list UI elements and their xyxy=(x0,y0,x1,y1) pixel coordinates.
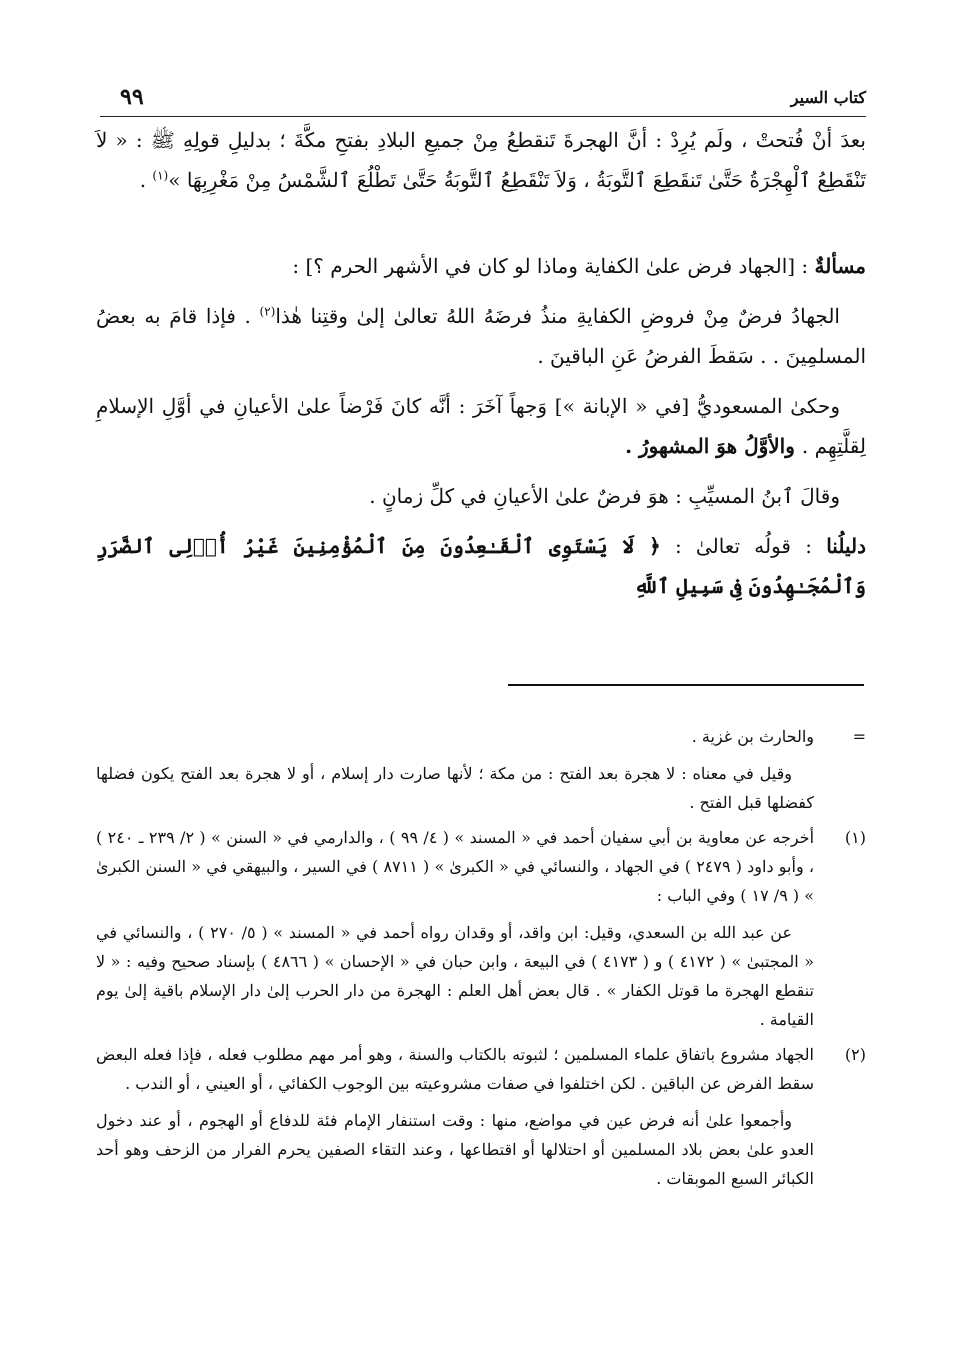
paragraph-3-text: وحكىٰ المسعوديُّ [في « الإبانة »] وَجهاً آخَرَ : أنَّه كانَ فَرْضاً علىٰ الأعيانِ في أوَّلِ الإسلامِ لِقلَّتِهِم . xyxy=(96,394,866,458)
footnote-ref-2: (٢) xyxy=(259,304,276,319)
paragraph-2-text-a: الجهادُ فرضٌ مِنْ فروضِ الكفايةِ منذُ فرضَهُ اللهُ تعالىٰ إلىٰ وقتِنا هٰذا xyxy=(275,304,840,328)
footnote-1-paragraph-2: عن عبد الله بن السعدي، وقيل: ابن واقد، أو وقدان رواه أحمد في « المسند » ( ٥/ ٢٧٠ ) ، والنسائي في « المجتبىٰ » ( ٤١٧٢ ) و ( ٤١٧٣ ) في البيعة ، وابن حبان في « الإحسان » ( ٤٨٦٦ ) بإسناد صحيح وفيه : « لا تنقطع الهجرة ما قوتل الكفار » . قال بعض أهل العلم : الهجرة من دار الحرب إلىٰ دار الإسلام باقية إلىٰ يوم القيامة . xyxy=(96,923,815,1029)
paragraph-3 xyxy=(96,386,866,466)
quran-verse: ﴿ لَا يَسْتَوِى ٱلْقَـٰعِدُونَ مِنَ ٱلْمُؤْمِنِينَ غَيْرُ أُو۟لِى ٱلضَّرَرِ وَٱلْمُجَـٰهِدُونَ فِى سَبِيلِ ٱللَّهِ xyxy=(96,534,866,598)
running-header xyxy=(100,76,866,117)
footnote-2-mark: (٢) xyxy=(844,1045,866,1064)
continuation-mark: = xyxy=(852,727,866,746)
masala-label: مسألةٌ xyxy=(814,254,866,278)
paragraph-1-end: . xyxy=(139,168,153,192)
footnote-1-mark: (١) xyxy=(844,828,866,847)
footnote-1 xyxy=(96,823,866,1034)
footnote-separator xyxy=(508,684,864,686)
footnote-2-paragraph-1: الجهاد مشروع باتفاق علماء المسلمين ؛ لثبوته بالكتاب والسنة ، وهو أمر مهم مطلوب فعله ، فإذا فعله البعض سقط الفرض عن الباقين . لكن اختلفوا في صفات مشروعيته بين الوجوب الكفائي ، أو العيني ، أو الندب . xyxy=(96,1045,814,1093)
footnote-ref-1: (١) xyxy=(152,168,169,183)
footnote-continuation xyxy=(96,722,866,817)
masala-heading xyxy=(96,246,866,286)
footnote-2-paragraph-2: وأجمعوا علىٰ أنه فرض عين في مواضع، منها : وقت استنفار الإمام فئة للدفاع أو الهجوم ، أو عند دخول العدو علىٰ بعض بلاد المسلمين أو احتلالها أو اقتطاعها ، وعند التقاء الصفين يحرم الفرار من الزحف وهو أحد الكبائر السبع الموبقات . xyxy=(96,1111,814,1188)
paragraph-2-text-b: . فإذا قامَ به بعضُ المسلمِينَ . . سَقطَ الفرضُ عَنِ الباقينَ . xyxy=(96,304,866,368)
continuation-line: والحارث بن غزية . xyxy=(691,727,814,746)
continuation-paragraph: وقيل في معناه : لا هجرة بعد الفتح : من مكة ؛ لأنها صارت دار إسلام ، أو لا هجرة بعد الفتح يكون فضلها كفضلها قبل الفتح . xyxy=(96,764,814,812)
paragraph-4: وقالَ ٱبنُ المسيِّبِ : هوَ فرضٌ علىٰ الأعيانِ في كلِّ زمانٍ . xyxy=(369,484,840,508)
paragraph-3-conclusion: والأوَّلُ هوَ المشهورُ . xyxy=(625,434,802,458)
main-text xyxy=(96,120,866,606)
book-title: كتاب السير xyxy=(790,88,866,107)
paragraph-2 xyxy=(96,296,866,376)
footnote-2 xyxy=(96,1040,866,1193)
evidence-text: : قولُه تعالىٰ : xyxy=(660,534,827,558)
paragraph-1 xyxy=(96,120,866,200)
footnote-1-paragraph-1: أخرجه عن معاوية بن أبي سفيان أحمد في « المسند » ( ٤/ ٩٩ ) ، والدارمي في « السنن » ( ٢/ ٢٣٩ ـ ٢٤٠ ) ، وأبو داود ( ٢٤٧٩ ) في الجهاد ، والنسائي في « الكبرىٰ » ( ٨٧١١ ) في السير ، والبيهقي في « السنن الكبرىٰ » ( ٩/ ١٧ ) وفي الباب : xyxy=(96,828,815,905)
masala-text: : [الجهاد فرض علىٰ الكفاية وماذا لو كان في الأشهر الحرم ؟] : xyxy=(292,254,815,278)
footnotes xyxy=(96,722,866,1193)
page-number: ٩٩ xyxy=(120,84,144,110)
paragraph-1-text: بعدَ أنْ فُتحتْ ، ولَم يُرِدْ : أنَّ الهجرةَ تَنقطعُ مِنْ جميعِ البلادِ بفتحِ مكَّةَ ؛ بدليلِ قولِهِ ﷺ : « لاَ تَنْقَطِعُ ٱلْهِجْرَةُ حَتَّىٰ تَنقَطِعَ ٱلتَّوبَةُ ، وَلاَ تَنْقَطِعُ ٱلتَّوبَةُ حَتَّىٰ تَطْلُعَ ٱلشَّمْسُ مِنْ مَغْرِبِهَا » xyxy=(96,128,866,192)
evidence-label: دليلُنا xyxy=(826,534,866,558)
paragraph-5 xyxy=(96,526,866,606)
